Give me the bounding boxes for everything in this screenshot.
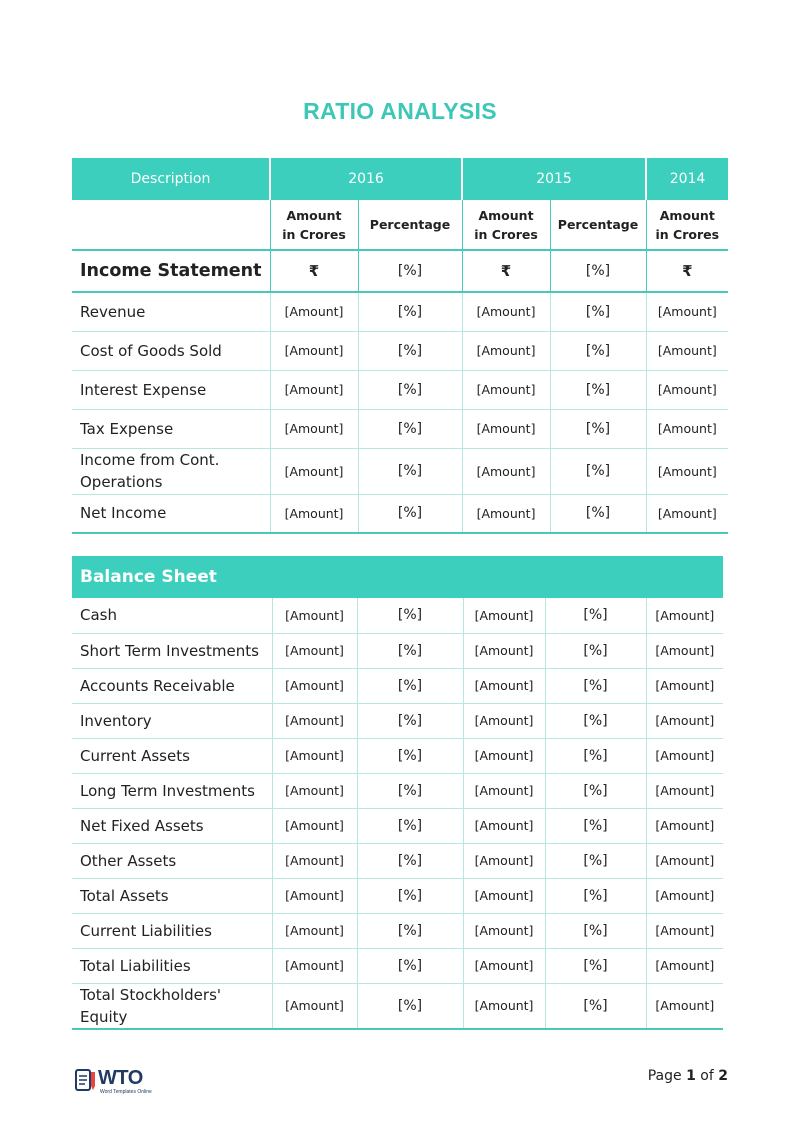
amount-cell: [Amount] xyxy=(646,292,728,331)
percent-cell: [%] xyxy=(545,738,646,773)
table-row xyxy=(72,808,723,843)
amount-cell: [Amount] xyxy=(646,331,728,370)
percent-cell: [%] xyxy=(357,983,463,1029)
amount-cell: [Amount] xyxy=(646,983,723,1029)
balance-sheet-header-row xyxy=(72,556,723,598)
percent-cell: [%] xyxy=(357,878,463,913)
table-row xyxy=(72,598,723,633)
percent-cell: [%] xyxy=(357,948,463,983)
row-label: Cash xyxy=(72,598,272,633)
table-subheader-row xyxy=(72,200,728,250)
subheader-amount: Amount in Crores xyxy=(462,200,550,250)
percent-cell: [%] xyxy=(358,292,462,331)
table-row xyxy=(72,773,723,808)
table-row xyxy=(72,370,728,409)
row-label: Net Fixed Assets xyxy=(72,808,272,843)
percent-cell: [%] xyxy=(545,773,646,808)
amount-cell: [Amount] xyxy=(463,878,545,913)
table-row xyxy=(72,448,728,494)
amount-cell: [Amount] xyxy=(270,409,358,448)
amount-cell: [Amount] xyxy=(462,370,550,409)
amount-cell: [Amount] xyxy=(272,703,357,738)
amount-cell: [Amount] xyxy=(463,633,545,668)
amount-cell: [Amount] xyxy=(646,878,723,913)
subheader-amount: Amount in Crores xyxy=(646,200,728,250)
percent-cell: [%] xyxy=(357,913,463,948)
percent-placeholder: [%] xyxy=(550,250,646,292)
amount-cell: [Amount] xyxy=(272,808,357,843)
row-label: Income from Cont. Operations xyxy=(72,448,270,494)
amount-cell: [Amount] xyxy=(646,703,723,738)
amount-cell: [Amount] xyxy=(270,448,358,494)
amount-cell: [Amount] xyxy=(463,773,545,808)
percent-cell: [%] xyxy=(358,494,462,533)
balance-sheet-heading: Balance Sheet xyxy=(72,556,723,598)
income-statement-table xyxy=(72,158,728,534)
row-label: Short Term Investments xyxy=(72,633,272,668)
subheader-percentage: Percentage xyxy=(550,200,646,250)
amount-cell: [Amount] xyxy=(270,292,358,331)
header-year-2015: 2015 xyxy=(462,158,646,200)
income-statement-heading: Income Statement xyxy=(72,250,270,292)
amount-cell: [Amount] xyxy=(646,913,723,948)
amount-cell: [Amount] xyxy=(272,633,357,668)
amount-cell: [Amount] xyxy=(646,948,723,983)
row-label: Interest Expense xyxy=(72,370,270,409)
amount-cell: [Amount] xyxy=(463,738,545,773)
page-number xyxy=(648,1068,728,1084)
page-prefix: Page xyxy=(647,1068,682,1084)
amount-cell: [Amount] xyxy=(646,494,728,533)
amount-cell: [Amount] xyxy=(463,913,545,948)
currency-symbol: ₹ xyxy=(462,250,550,292)
amount-cell: [Amount] xyxy=(646,633,723,668)
table-row xyxy=(72,633,723,668)
page-total: 2 xyxy=(718,1068,728,1084)
amount-cell: [Amount] xyxy=(462,448,550,494)
amount-cell: [Amount] xyxy=(646,370,728,409)
percent-cell: [%] xyxy=(357,843,463,878)
row-label: Current Liabilities xyxy=(72,913,272,948)
table-row xyxy=(72,494,728,533)
amount-cell: [Amount] xyxy=(463,598,545,633)
percent-cell: [%] xyxy=(357,738,463,773)
table-row xyxy=(72,983,723,1029)
subheader-percentage: Percentage xyxy=(358,200,462,250)
amount-cell: [Amount] xyxy=(646,843,723,878)
table-row xyxy=(72,409,728,448)
amount-cell: [Amount] xyxy=(272,983,357,1029)
table-row xyxy=(72,331,728,370)
percent-cell: [%] xyxy=(545,703,646,738)
amount-cell: [Amount] xyxy=(270,331,358,370)
amount-cell: [Amount] xyxy=(463,808,545,843)
percent-cell: [%] xyxy=(545,668,646,703)
table-header-row xyxy=(72,158,728,200)
amount-cell: [Amount] xyxy=(462,409,550,448)
subheader-empty xyxy=(72,200,270,250)
percent-cell: [%] xyxy=(545,913,646,948)
row-label: Tax Expense xyxy=(72,409,270,448)
row-label: Total Assets xyxy=(72,878,272,913)
row-label: Inventory xyxy=(72,703,272,738)
amount-cell: [Amount] xyxy=(646,448,728,494)
amount-cell: [Amount] xyxy=(272,738,357,773)
row-label: Total Stockholders' Equity xyxy=(72,983,272,1029)
row-label: Net Income xyxy=(72,494,270,533)
subheader-amount: Amount in Crores xyxy=(270,200,358,250)
table-row xyxy=(72,948,723,983)
row-label: Other Assets xyxy=(72,843,272,878)
wto-logo xyxy=(74,1066,164,1096)
amount-cell: [Amount] xyxy=(463,843,545,878)
amount-cell: [Amount] xyxy=(272,878,357,913)
amount-cell: [Amount] xyxy=(646,773,723,808)
percent-cell: [%] xyxy=(550,370,646,409)
amount-cell: [Amount] xyxy=(646,808,723,843)
percent-cell: [%] xyxy=(357,703,463,738)
table-row xyxy=(72,292,728,331)
amount-cell: [Amount] xyxy=(462,292,550,331)
amount-cell: [Amount] xyxy=(272,598,357,633)
row-label: Current Assets xyxy=(72,738,272,773)
header-year-2014: 2014 xyxy=(646,158,728,200)
amount-cell: [Amount] xyxy=(463,983,545,1029)
table-row xyxy=(72,843,723,878)
header-year-2016: 2016 xyxy=(270,158,462,200)
percent-cell: [%] xyxy=(545,808,646,843)
amount-cell: [Amount] xyxy=(272,668,357,703)
currency-symbol: ₹ xyxy=(646,250,728,292)
page-title: RATIO ANALYSIS xyxy=(303,98,497,124)
table-row xyxy=(72,738,723,773)
amount-cell: [Amount] xyxy=(272,773,357,808)
income-rows xyxy=(72,292,728,533)
page-current: 1 xyxy=(686,1068,696,1084)
percent-cell: [%] xyxy=(357,633,463,668)
amount-cell: [Amount] xyxy=(462,494,550,533)
amount-cell: [Amount] xyxy=(462,331,550,370)
percent-cell: [%] xyxy=(550,494,646,533)
amount-cell: [Amount] xyxy=(270,370,358,409)
amount-cell: [Amount] xyxy=(463,668,545,703)
amount-cell: [Amount] xyxy=(272,913,357,948)
row-label: Cost of Goods Sold xyxy=(72,331,270,370)
percent-cell: [%] xyxy=(550,331,646,370)
percent-cell: [%] xyxy=(550,292,646,331)
amount-cell: [Amount] xyxy=(646,598,723,633)
percent-cell: [%] xyxy=(357,808,463,843)
percent-cell: [%] xyxy=(357,668,463,703)
percent-cell: [%] xyxy=(545,633,646,668)
amount-cell: [Amount] xyxy=(270,494,358,533)
percent-cell: [%] xyxy=(545,843,646,878)
table-row xyxy=(72,703,723,738)
row-label: Total Liabilities xyxy=(72,948,272,983)
percent-cell: [%] xyxy=(358,331,462,370)
income-statement-section-row xyxy=(72,250,728,292)
page-of: of xyxy=(700,1068,714,1084)
balance-sheet-table xyxy=(72,556,723,1030)
amount-cell: [Amount] xyxy=(646,668,723,703)
percent-cell: [%] xyxy=(550,409,646,448)
amount-cell: [Amount] xyxy=(272,948,357,983)
amount-cell: [Amount] xyxy=(646,738,723,773)
row-label: Accounts Receivable xyxy=(72,668,272,703)
amount-cell: [Amount] xyxy=(272,843,357,878)
document-icon xyxy=(74,1068,98,1092)
percent-cell: [%] xyxy=(358,448,462,494)
currency-symbol: ₹ xyxy=(270,250,358,292)
percent-cell: [%] xyxy=(550,448,646,494)
percent-cell: [%] xyxy=(545,878,646,913)
percent-cell: [%] xyxy=(545,598,646,633)
amount-cell: [Amount] xyxy=(646,409,728,448)
row-label: Revenue xyxy=(72,292,270,331)
percent-cell: [%] xyxy=(545,983,646,1029)
percent-cell: [%] xyxy=(357,598,463,633)
amount-cell: [Amount] xyxy=(463,948,545,983)
percent-cell: [%] xyxy=(358,370,462,409)
percent-placeholder: [%] xyxy=(358,250,462,292)
percent-cell: [%] xyxy=(357,773,463,808)
table-row xyxy=(72,878,723,913)
percent-cell: [%] xyxy=(545,948,646,983)
logo-subtext: Word Templates Online xyxy=(100,1089,152,1095)
balance-rows xyxy=(72,598,723,1029)
logo-text: WTO xyxy=(98,1067,143,1089)
table-row xyxy=(72,668,723,703)
header-description: Description xyxy=(72,158,270,200)
percent-cell: [%] xyxy=(358,409,462,448)
row-label: Long Term Investments xyxy=(72,773,272,808)
table-row xyxy=(72,913,723,948)
amount-cell: [Amount] xyxy=(463,703,545,738)
